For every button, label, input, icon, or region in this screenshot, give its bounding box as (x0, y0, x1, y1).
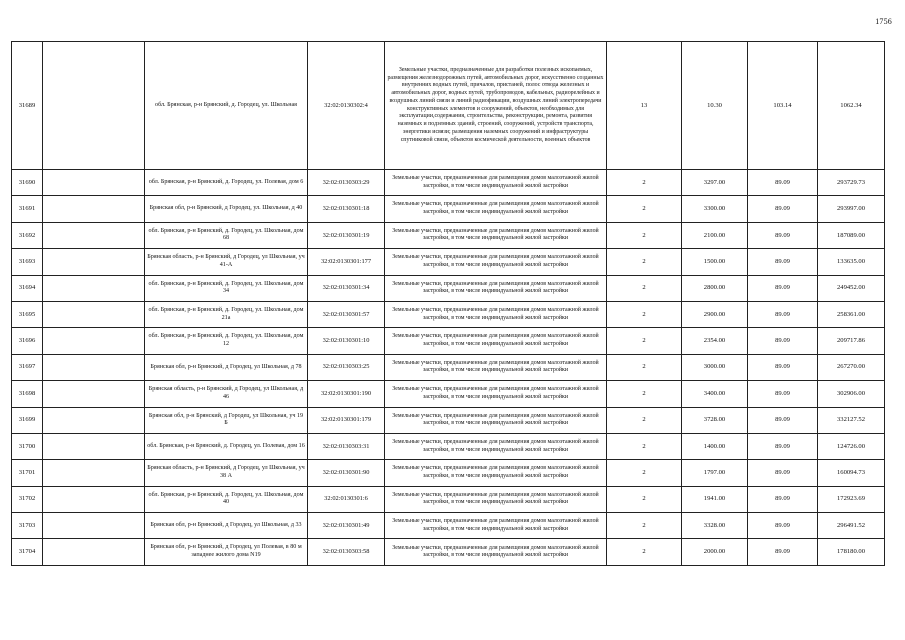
address-cell: обл. Брянская, р-н Брянский, д. Городец, ул. Школьная, дом 68 (145, 222, 308, 248)
cadastral-value-cell: 178180.00 (818, 539, 885, 565)
cadastral-number-cell: 32:02:0130301:10 (308, 328, 385, 354)
specific-value-cell: 89.09 (748, 486, 818, 512)
table-row (12, 328, 885, 354)
land-use-cell: Земельные участки, предназначенные для размещения домов малоэтажной жилой застройки, в том числе индивидуальной жилой застройки (385, 433, 607, 459)
cadastral-value-cell: 296491.52 (818, 513, 885, 539)
area-cell: 1500.00 (682, 249, 748, 275)
blank-cell (43, 301, 145, 327)
area-cell: 2900.00 (682, 301, 748, 327)
record-number: 31691 (12, 196, 43, 222)
land-use-cell: Земельные участки, предназначенные для размещения домов малоэтажной жилой застройки, в том числе индивидуальной жилой застройки (385, 301, 607, 327)
cadastral-value-cell: 209717.86 (818, 328, 885, 354)
address-cell: обл. Брянская, р-н Брянский, д. Городец, ул. Полевая, дом 16 (145, 433, 308, 459)
cadastral-value-cell: 293729.73 (818, 170, 885, 196)
land-use-cell: Земельные участки, предназначенные для размещения домов малоэтажной жилой застройки, в том числе индивидуальной жилой застройки (385, 196, 607, 222)
specific-value-cell: 89.09 (748, 301, 818, 327)
address-cell: Брянская область, р-н Брянский, д Городец, ул Школьная, д 46 (145, 381, 308, 407)
specific-value-cell: 89.09 (748, 354, 818, 380)
cadastral-value-cell: 160094.73 (818, 460, 885, 486)
table-row (12, 486, 885, 512)
record-number: 31695 (12, 301, 43, 327)
area-cell: 1941.00 (682, 486, 748, 512)
blank-cell (43, 407, 145, 433)
table-row (12, 407, 885, 433)
land-use-cell: Земельные участки, предназначенные для размещения домов малоэтажной жилой застройки, в том числе индивидуальной жилой застройки (385, 513, 607, 539)
address-cell: Брянская область, р-н Брянский, д Городец, ул Школьная, уч 38 А (145, 460, 308, 486)
land-use-cell: Земельные участки, предназначенные для размещения домов малоэтажной жилой застройки, в том числе индивидуальной жилой застройки (385, 354, 607, 380)
area-cell: 3728.00 (682, 407, 748, 433)
specific-value-cell: 89.09 (748, 513, 818, 539)
address-cell: обл. Брянская, р-н Брянский, д. Городец, ул. Школьная, дом 21а (145, 301, 308, 327)
address-cell: Брянская обл, р-н Брянский, д Городец, ул. Школьная, д 40 (145, 196, 308, 222)
table-row (12, 460, 885, 486)
specific-value-cell: 89.09 (748, 249, 818, 275)
group-number-cell: 2 (607, 433, 682, 459)
blank-cell (43, 170, 145, 196)
area-cell: 3000.00 (682, 354, 748, 380)
blank-cell (43, 539, 145, 565)
specific-value-cell: 89.09 (748, 222, 818, 248)
specific-value-cell: 103.14 (748, 42, 818, 170)
cadastral-number-cell: 32:02:0130301:18 (308, 196, 385, 222)
record-number: 31698 (12, 381, 43, 407)
table-row (12, 301, 885, 327)
cadastral-value-cell: 172923.69 (818, 486, 885, 512)
group-number-cell: 2 (607, 328, 682, 354)
group-number-cell: 2 (607, 486, 682, 512)
record-number: 31701 (12, 460, 43, 486)
address-cell: Брянская область, р-н Брянский, д Городец, ул Школьная, уч 41-А (145, 249, 308, 275)
cadastral-value-cell: 302906.00 (818, 381, 885, 407)
record-number: 31692 (12, 222, 43, 248)
record-number: 31690 (12, 170, 43, 196)
group-number-cell: 2 (607, 301, 682, 327)
area-cell: 2100.00 (682, 222, 748, 248)
table-row (12, 354, 885, 380)
blank-cell (43, 486, 145, 512)
cadastral-number-cell: 32:02:0130303:58 (308, 539, 385, 565)
table-row (12, 381, 885, 407)
blank-cell (43, 460, 145, 486)
group-number-cell: 13 (607, 42, 682, 170)
cadastral-number-cell: 32:02:0130301:57 (308, 301, 385, 327)
blank-cell (43, 222, 145, 248)
group-number-cell: 2 (607, 354, 682, 380)
land-use-cell: Земельные участки, предназначенные для размещения домов малоэтажной жилой застройки, в том числе индивидуальной жилой застройки (385, 486, 607, 512)
group-number-cell: 2 (607, 222, 682, 248)
table-body (12, 42, 885, 566)
land-use-cell: Земельные участки, предназначенные для размещения домов малоэтажной жилой застройки, в том числе индивидуальной жилой застройки (385, 170, 607, 196)
table-row (12, 275, 885, 301)
table-row (12, 433, 885, 459)
blank-cell (43, 328, 145, 354)
specific-value-cell: 89.09 (748, 539, 818, 565)
blank-cell (43, 196, 145, 222)
group-number-cell: 2 (607, 381, 682, 407)
area-cell: 2000.00 (682, 539, 748, 565)
blank-cell (43, 354, 145, 380)
record-number: 31703 (12, 513, 43, 539)
specific-value-cell: 89.09 (748, 275, 818, 301)
cadastral-value-cell: 133635.00 (818, 249, 885, 275)
address-cell: обл. Брянская, р-н Брянский, д. Городец, ул. Школьная, дом 40 (145, 486, 308, 512)
cadastral-value-cell: 267270.00 (818, 354, 885, 380)
area-cell: 1797.00 (682, 460, 748, 486)
land-use-cell: Земельные участки, предназначенные для размещения домов малоэтажной жилой застройки, в том числе индивидуальной жилой застройки (385, 328, 607, 354)
specific-value-cell: 89.09 (748, 170, 818, 196)
specific-value-cell: 89.09 (748, 196, 818, 222)
land-use-cell: Земельные участки, предназначенные для размещения домов малоэтажной жилой застройки, в том числе индивидуальной жилой застройки (385, 539, 607, 565)
address-cell: обл. Брянская, р-н Брянский, д. Городец, ул. Полевая, дом 6 (145, 170, 308, 196)
area-cell: 2354.00 (682, 328, 748, 354)
table-row (12, 42, 885, 170)
blank-cell (43, 275, 145, 301)
cadastral-value-table (11, 41, 885, 566)
group-number-cell: 2 (607, 196, 682, 222)
cadastral-value-cell: 293997.00 (818, 196, 885, 222)
cadastral-value-cell: 124726.00 (818, 433, 885, 459)
address-cell: обл. Брянская, р-н Брянский, д. Городец, ул. Школьная, дом 12 (145, 328, 308, 354)
cadastral-number-cell: 32:02:0130301:90 (308, 460, 385, 486)
cadastral-value-cell: 249452.00 (818, 275, 885, 301)
blank-cell (43, 513, 145, 539)
land-use-cell: Земельные участки, предназначенные для размещения домов малоэтажной жилой застройки, в том числе индивидуальной жилой застройки (385, 460, 607, 486)
record-number: 31702 (12, 486, 43, 512)
specific-value-cell: 89.09 (748, 407, 818, 433)
address-cell: Брянская обл, р-н Брянский, д Городец, ул Полевая, в 80 м западнее жилого дома N19 (145, 539, 308, 565)
table-row (12, 170, 885, 196)
land-use-cell: Земельные участки, предназначенные для разработки полезных ископаемых, размещения железнодорожных путей, автомобильных дорог, искусственно созданных внутренних водных путей, причалов, пристаней, полос отвода железных и автомобильных дорог, водных путей, трубопроводов, кабельных, радиорелейных и воздушных линий связи и линий радиофикации, воздушных линий электропередачи конструктивных элементов и сооружений, объектов, необходимых для эксплуатации,содержания, строительства, реконструкции, ремонта, развития наземных и подземных зданий, строений, сооружений, устройств транспорта, энергетики исвязи; размещения наземных сооружений и инфраструктуры спутниковой связи, объектов космической деятельности, военных объектов (385, 42, 607, 170)
address-cell: Брянская обл, р-н Брянский, д Городец, ул Школьная, уч 19 Б (145, 407, 308, 433)
blank-cell (43, 42, 145, 170)
cadastral-number-cell: 32:02:0130303:25 (308, 354, 385, 380)
address-cell: Брянская обл, р-н Брянский, д Городец, ул Школьная, д 78 (145, 354, 308, 380)
specific-value-cell: 89.09 (748, 328, 818, 354)
address-cell: обл. Брянская, р-н Брянский, д. Городец, ул. Школьная, дом 34 (145, 275, 308, 301)
group-number-cell: 2 (607, 170, 682, 196)
group-number-cell: 2 (607, 275, 682, 301)
group-number-cell: 2 (607, 249, 682, 275)
land-use-cell: Земельные участки, предназначенные для размещения домов малоэтажной жилой застройки, в том числе индивидуальной жилой застройки (385, 249, 607, 275)
cadastral-number-cell: 32:02:0130301:190 (308, 381, 385, 407)
area-cell: 1400.00 (682, 433, 748, 459)
page-number: 1756 (875, 17, 892, 26)
record-number: 31689 (12, 42, 43, 170)
record-number: 31699 (12, 407, 43, 433)
group-number-cell: 2 (607, 407, 682, 433)
area-cell: 3297.00 (682, 170, 748, 196)
specific-value-cell: 89.09 (748, 433, 818, 459)
cadastral-number-cell: 32:02:0130301:34 (308, 275, 385, 301)
area-cell: 10.30 (682, 42, 748, 170)
cadastral-number-cell: 32:02:0130301:6 (308, 486, 385, 512)
cadastral-value-cell: 187089.00 (818, 222, 885, 248)
cadastral-number-cell: 32:02:0130301:179 (308, 407, 385, 433)
cadastral-number-cell: 32:02:0130303:29 (308, 170, 385, 196)
cadastral-number-cell: 32:02:0130301:177 (308, 249, 385, 275)
blank-cell (43, 381, 145, 407)
record-number: 31700 (12, 433, 43, 459)
specific-value-cell: 89.09 (748, 460, 818, 486)
cadastral-number-cell: 32:02:0130301:49 (308, 513, 385, 539)
address-cell: Брянская обл, р-н Брянский, д Городец, ул Школьная, д 33 (145, 513, 308, 539)
cadastral-number-cell: 32:02:0130302:4 (308, 42, 385, 170)
group-number-cell: 2 (607, 539, 682, 565)
table-row (12, 196, 885, 222)
record-number: 31697 (12, 354, 43, 380)
record-number: 31696 (12, 328, 43, 354)
area-cell: 3400.00 (682, 381, 748, 407)
group-number-cell: 2 (607, 513, 682, 539)
blank-cell (43, 433, 145, 459)
cadastral-number-cell: 32:02:0130303:31 (308, 433, 385, 459)
cadastral-value-cell: 332127.52 (818, 407, 885, 433)
cadastral-number-cell: 32:02:0130301:19 (308, 222, 385, 248)
blank-cell (43, 249, 145, 275)
record-number: 31704 (12, 539, 43, 565)
area-cell: 3300.00 (682, 196, 748, 222)
table-row (12, 249, 885, 275)
land-use-cell: Земельные участки, предназначенные для размещения домов малоэтажной жилой застройки, в том числе индивидуальной жилой застройки (385, 275, 607, 301)
cadastral-value-cell: 1062.34 (818, 42, 885, 170)
table-row (12, 222, 885, 248)
table-row (12, 539, 885, 565)
cadastral-value-cell: 258361.00 (818, 301, 885, 327)
land-use-cell: Земельные участки, предназначенные для размещения домов малоэтажной жилой застройки, в том числе индивидуальной жилой застройки (385, 407, 607, 433)
area-cell: 3328.00 (682, 513, 748, 539)
land-use-cell: Земельные участки, предназначенные для размещения домов малоэтажной жилой застройки, в том числе индивидуальной жилой застройки (385, 381, 607, 407)
address-cell: обл. Брянская, р-н Брянский, д. Городец, ул. Школьная (145, 42, 308, 170)
land-use-cell: Земельные участки, предназначенные для размещения домов малоэтажной жилой застройки, в том числе индивидуальной жилой застройки (385, 222, 607, 248)
specific-value-cell: 89.09 (748, 381, 818, 407)
table-row (12, 513, 885, 539)
area-cell: 2800.00 (682, 275, 748, 301)
group-number-cell: 2 (607, 460, 682, 486)
record-number: 31694 (12, 275, 43, 301)
record-number: 31693 (12, 249, 43, 275)
